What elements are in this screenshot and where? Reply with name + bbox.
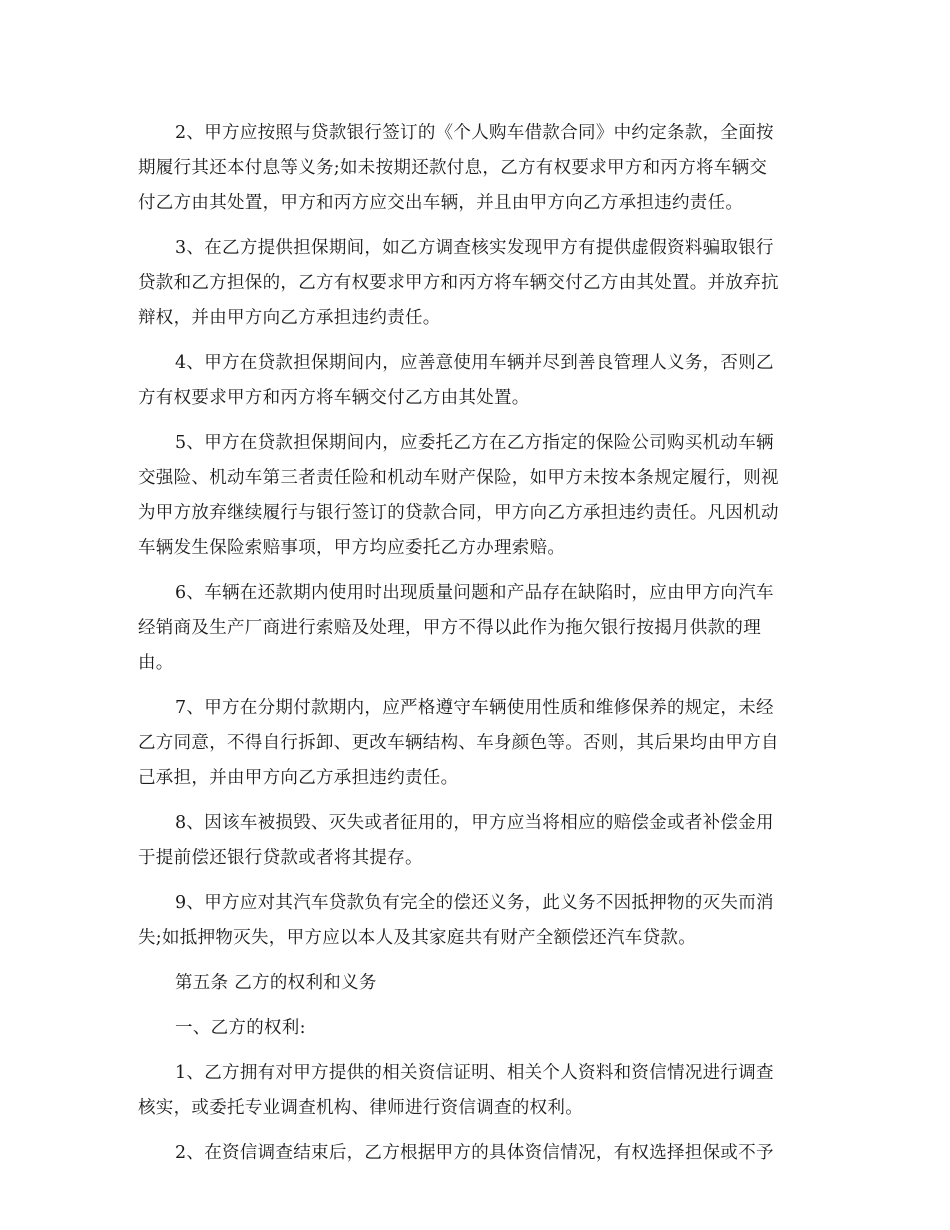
paragraph-right-1: [138, 1056, 813, 1126]
text-line: 1、乙方拥有对甲方提供的相关资信证明、相关个人资料和资信情况进行调查: [175, 1063, 774, 1083]
text-line: 4、甲方在贷款担保期间内，应善意使用车辆并尽到善良管理人义务，否则乙: [175, 353, 774, 373]
text-line: 失;如抵押物灭失，甲方应以本人及其家庭共有财产全额偿还汽车贷款。: [138, 928, 696, 948]
text-line: 付乙方由其处置，甲方和丙方应交出车辆，并且由甲方向乙方承担违约责任。: [138, 193, 744, 213]
paragraph-clause-3: [138, 231, 813, 336]
paragraph-clause-4: [138, 346, 813, 416]
text-line: 乙方同意，不得自行拆卸、更改车辆结构、车身颜色等。否则，其后果均由甲方自: [138, 733, 779, 753]
text-line: 己承担，并由甲方向乙方承担违约责任。: [138, 768, 459, 788]
text-line: 第五条 乙方的权利和义务: [175, 973, 377, 993]
text-line: 由。: [138, 653, 174, 673]
paragraph-article-5-heading: [138, 966, 813, 1001]
text-line: 8、因该车被损毁、灭失或者征用的，甲方应当将相应的赔偿金或者补偿金用: [175, 813, 774, 833]
text-line: 2、在资信调查结束后，乙方根据甲方的具体资信情况，有权选择担保或不予: [175, 1143, 774, 1163]
text-line: 期履行其还本付息等义务;如未按期还款付息，乙方有权要求甲方和丙方将车辆交: [138, 158, 768, 178]
paragraph-clause-8: [138, 806, 813, 876]
paragraph-clause-5: [138, 426, 813, 566]
text-line: 于提前偿还银行贷款或者将其提存。: [138, 848, 423, 868]
text-line: 为甲方放弃继续履行与银行签订的贷款合同，甲方向乙方承担违约责任。凡因机动: [138, 503, 779, 523]
text-line: 6、车辆在还款期内使用时出现质量问题和产品存在缺陷时，应由甲方向汽车: [175, 583, 774, 603]
text-line: 辩权，并由甲方向乙方承担违约责任。: [138, 308, 441, 328]
paragraph-clause-6: [138, 576, 813, 681]
document-body: [138, 116, 813, 1181]
text-line: 3、在乙方提供担保期间，如乙方调查核实发现甲方有提供虚假资料骗取银行: [175, 238, 774, 258]
text-line: 2、甲方应按照与贷款银行签订的《个人购车借款合同》中约定条款，全面按: [175, 123, 774, 143]
text-line: 车辆发生保险索赔事项，甲方均应委托乙方办理索赔。: [138, 538, 566, 558]
paragraph-section-1-heading: [138, 1011, 813, 1046]
paragraph-right-2: [138, 1136, 813, 1171]
text-line: 核实，或委托专业调查机构、律师进行资信调查的权利。: [138, 1098, 583, 1118]
text-line: 交强险、机动车第三者责任险和机动车财产保险，如甲方未按本条规定履行，则视: [138, 468, 779, 488]
text-line: 方有权要求甲方和丙方将车辆交付乙方由其处置。: [138, 388, 530, 408]
text-line: 贷款和乙方担保的，乙方有权要求甲方和丙方将车辆交付乙方由其处置。并放弃抗: [138, 273, 779, 293]
text-line: 5、甲方在贷款担保期间内，应委托乙方在乙方指定的保险公司购买机动车辆: [175, 433, 774, 453]
text-line: 经销商及生产厂商进行索赔及处理，甲方不得以此作为拖欠银行按揭月供款的理: [138, 618, 761, 638]
text-line: 9、甲方应对其汽车贷款负有完全的偿还义务，此义务不因抵押物的灭失而消: [175, 893, 774, 913]
paragraph-clause-9: [138, 886, 813, 956]
text-line: 一、乙方的权利:: [175, 1018, 306, 1038]
paragraph-clause-7: [138, 691, 813, 796]
paragraph-clause-2: [138, 116, 813, 221]
text-line: 7、甲方在分期付款期内，应严格遵守车辆使用性质和维修保养的规定，未经: [175, 698, 774, 718]
